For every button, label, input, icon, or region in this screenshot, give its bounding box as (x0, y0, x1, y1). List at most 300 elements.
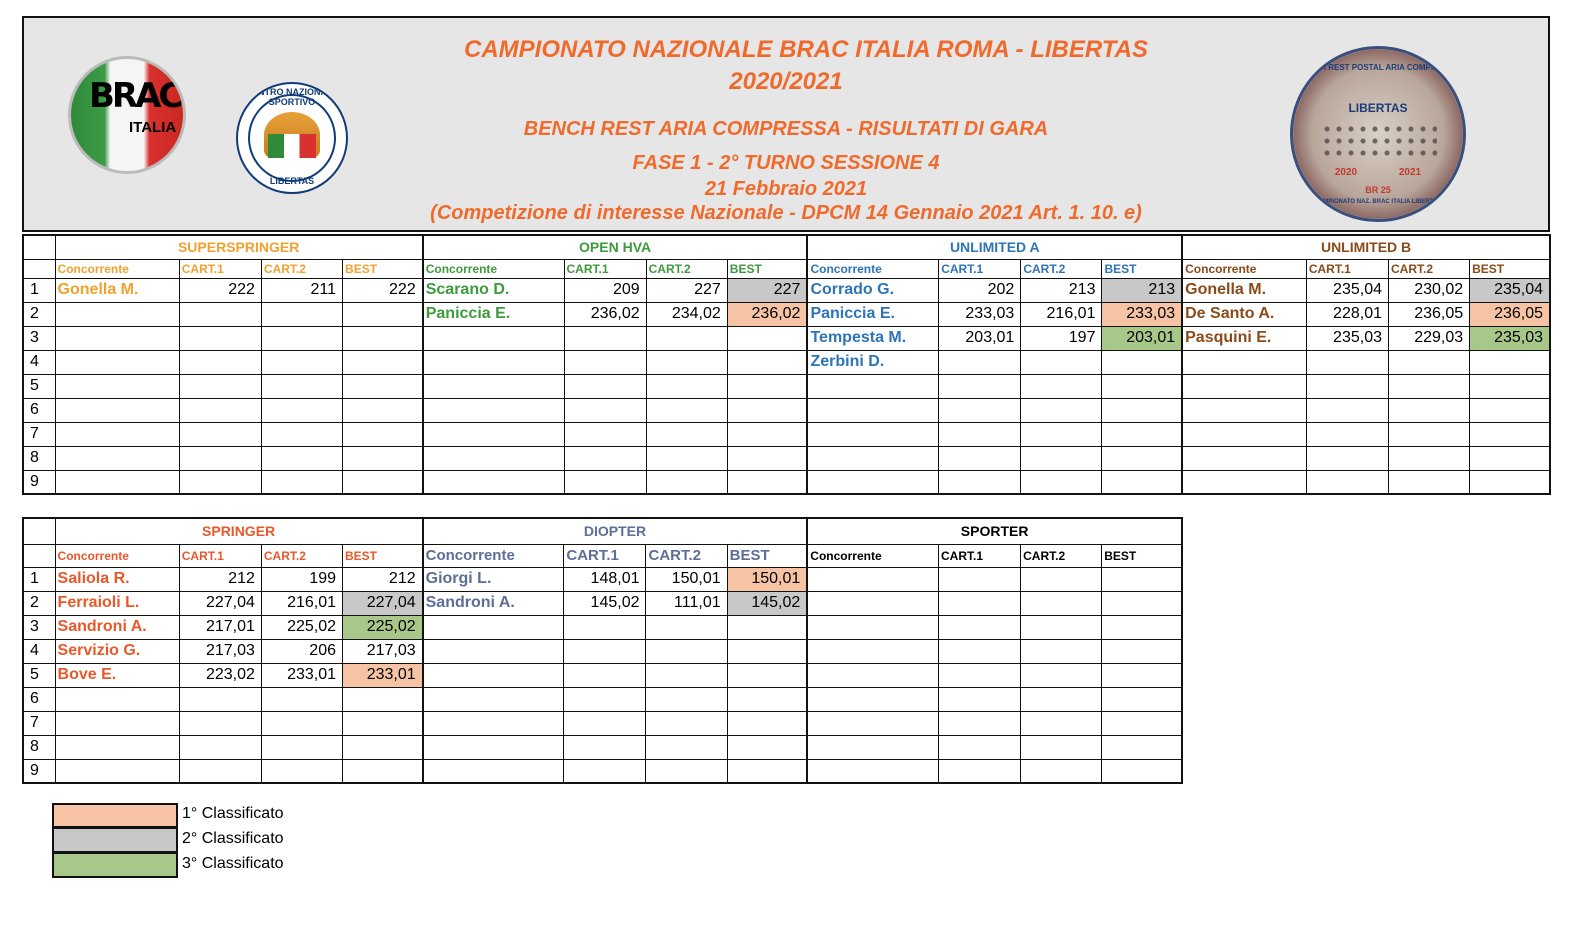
best-score (1102, 567, 1182, 591)
best-score (1102, 759, 1182, 783)
best-score (727, 470, 807, 494)
score-c1 (179, 711, 261, 735)
score-c1: 212 (179, 567, 261, 591)
column-header-c2: CART.2 (1388, 259, 1469, 278)
row-number: 3 (23, 615, 55, 639)
best-score (343, 446, 423, 470)
score-c2 (1021, 470, 1102, 494)
best-score (343, 398, 423, 422)
row-number: 9 (23, 759, 55, 783)
competitor-name (423, 350, 564, 374)
table-row (23, 446, 1550, 470)
table-row (23, 398, 1550, 422)
competitor-name: Zerbini D. (807, 350, 938, 374)
competitor-name (1182, 374, 1306, 398)
score-c1 (939, 711, 1021, 735)
best-score: 233,03 (1102, 302, 1182, 326)
score-c1: 235,03 (1306, 326, 1388, 350)
table-row (23, 350, 1550, 374)
category-title-diopter: DIOPTER (423, 518, 808, 544)
score-c2: 197 (1021, 326, 1102, 350)
category-title-superspringer: SUPERSPRINGER (55, 235, 423, 259)
column-header-c2: CART.2 (646, 544, 727, 567)
best-score (727, 326, 807, 350)
column-header-best: BEST (727, 259, 807, 278)
column-header-c1: CART.1 (179, 544, 261, 567)
best-score: 233,01 (343, 663, 423, 687)
legend-label: 2° Classificato (182, 830, 284, 847)
score-c2: 211 (261, 278, 342, 302)
competitor-name: Paniccia E. (423, 302, 564, 326)
table-row (23, 302, 1550, 326)
score-c1: 203,01 (939, 326, 1021, 350)
competitor-name (55, 422, 179, 446)
score-c1 (939, 470, 1021, 494)
competitor-name (55, 446, 179, 470)
best-score (1470, 374, 1550, 398)
row-number: 2 (23, 302, 55, 326)
competitor-name (807, 567, 938, 591)
best-score (1470, 470, 1550, 494)
score-c2 (261, 759, 342, 783)
best-score: 235,04 (1470, 278, 1550, 302)
best-score (727, 615, 807, 639)
score-c1 (1306, 398, 1388, 422)
score-c2 (1388, 374, 1469, 398)
score-c2 (646, 759, 727, 783)
competitor-name (807, 374, 938, 398)
competitor-name (55, 398, 179, 422)
index-header-cell (23, 544, 55, 567)
logo-badge: BR 25 (1365, 185, 1391, 195)
score-c1 (179, 759, 261, 783)
column-header-name: Concorrente (423, 544, 564, 567)
column-header-best: BEST (727, 544, 807, 567)
score-c1 (939, 687, 1021, 711)
score-c1 (179, 687, 261, 711)
score-c2 (1021, 350, 1102, 374)
brac-logo-text: ITALIA (129, 119, 177, 136)
category-title-open_hva: OPEN HVA (423, 235, 808, 259)
competitor-name (423, 759, 564, 783)
score-c1: 209 (564, 278, 646, 302)
results-table-top (22, 234, 1551, 495)
competitor-name: Sandroni A. (55, 615, 179, 639)
logo-year-right: 2021 (1398, 167, 1422, 178)
column-header-c2: CART.2 (646, 259, 727, 278)
score-c2 (261, 302, 342, 326)
score-c2 (1021, 687, 1102, 711)
category-title-sporter: SPORTER (807, 518, 1182, 544)
competitor-name: Gonella M. (1182, 278, 1306, 302)
table-row (23, 591, 1182, 615)
score-c1 (564, 398, 646, 422)
score-c2 (646, 470, 727, 494)
score-c2: 199 (261, 567, 342, 591)
column-header-name: Concorrente (807, 544, 938, 567)
best-score (1102, 591, 1182, 615)
row-number: 1 (23, 278, 55, 302)
score-c2 (646, 374, 727, 398)
score-c2 (646, 422, 727, 446)
legend-label: 3° Classificato (182, 855, 284, 872)
competitor-name: Saliola R. (55, 567, 179, 591)
score-c2 (646, 639, 727, 663)
score-c2 (261, 350, 342, 374)
score-c2: 111,01 (646, 591, 727, 615)
score-c2 (1021, 398, 1102, 422)
best-score (343, 350, 423, 374)
competitor-name (55, 470, 179, 494)
logo-top-text: BENCH REST POSTAL ARIA COMPRESSA (1297, 63, 1459, 72)
best-score (1470, 398, 1550, 422)
competitor-name: Servizio G. (55, 639, 179, 663)
score-c2 (261, 374, 342, 398)
best-score (343, 735, 423, 759)
competitor-name (807, 398, 938, 422)
score-c1 (939, 422, 1021, 446)
legend-swatch-third (52, 853, 178, 878)
score-c2 (1021, 663, 1102, 687)
table-row (23, 374, 1550, 398)
competitor-name: Bove E. (55, 663, 179, 687)
score-c1 (939, 350, 1021, 374)
score-c1: 227,04 (179, 591, 261, 615)
best-score: 217,03 (343, 639, 423, 663)
corner-cell (23, 235, 55, 259)
score-c1 (179, 470, 261, 494)
best-score (727, 422, 807, 446)
phase: FASE 1 - 2° TURNO SESSIONE 4 (632, 152, 940, 174)
score-c2 (646, 735, 727, 759)
best-score (1102, 350, 1182, 374)
column-header-best: BEST (1102, 544, 1182, 567)
column-header-c1: CART.1 (179, 259, 261, 278)
competitor-name (1182, 446, 1306, 470)
competitor-name (1182, 422, 1306, 446)
best-score (1470, 350, 1550, 374)
row-number: 9 (23, 470, 55, 494)
best-score (727, 639, 807, 663)
best-score (727, 350, 807, 374)
best-score (727, 687, 807, 711)
row-number: 5 (23, 663, 55, 687)
competitor-name (1182, 350, 1306, 374)
table-row (23, 735, 1182, 759)
column-header-c2: CART.2 (1021, 544, 1102, 567)
competitor-name (55, 711, 179, 735)
row-number: 1 (23, 567, 55, 591)
table-row (23, 639, 1182, 663)
score-c2 (1021, 422, 1102, 446)
column-header-c2: CART.2 (1021, 259, 1102, 278)
competitor-name (423, 398, 564, 422)
competitor-name (55, 374, 179, 398)
table-row (23, 711, 1182, 735)
competitor-name (423, 663, 564, 687)
score-c1 (939, 759, 1021, 783)
competitor-name (807, 446, 938, 470)
page-title: CAMPIONATO NAZIONALE BRAC ITALIA ROMA - LIBERTAS (464, 36, 1148, 63)
score-c1: 228,01 (1306, 302, 1388, 326)
column-header-best: BEST (1102, 259, 1182, 278)
competitor-name (423, 374, 564, 398)
score-c2 (1388, 446, 1469, 470)
score-c1 (179, 446, 261, 470)
score-c1 (564, 422, 646, 446)
logo-center-text: LIBERTAS (1348, 101, 1408, 115)
competitor-name (423, 470, 564, 494)
competitor-name: Scarano D. (423, 278, 564, 302)
score-c1: 148,01 (564, 567, 646, 591)
best-score (1102, 735, 1182, 759)
best-score (1470, 422, 1550, 446)
score-c2 (261, 687, 342, 711)
score-c1 (939, 735, 1021, 759)
score-c2 (646, 326, 727, 350)
column-header-c2: CART.2 (261, 259, 342, 278)
score-c1 (939, 567, 1021, 591)
column-header-c1: CART.1 (564, 259, 646, 278)
logo-arc-text: CENTRO NAZIONALE SPORTIVO (245, 87, 339, 107)
competitor-name (807, 639, 938, 663)
score-c1 (564, 735, 646, 759)
competitor-name: Corrado G. (807, 278, 938, 302)
score-c2 (1021, 591, 1102, 615)
competitor-name (807, 687, 938, 711)
table-row (23, 470, 1550, 494)
competitor-name (55, 687, 179, 711)
row-number: 3 (23, 326, 55, 350)
score-c2: 225,02 (261, 615, 342, 639)
logo-bottom-text: CAMPIONATO NAZ. BRAC ITALIA LIBERTAS (1314, 199, 1442, 205)
score-c2: 216,01 (1021, 302, 1102, 326)
score-c2: 229,03 (1388, 326, 1469, 350)
score-c2 (261, 711, 342, 735)
best-score: 222 (343, 278, 423, 302)
best-score (343, 422, 423, 446)
best-score (727, 374, 807, 398)
competitor-name (807, 470, 938, 494)
score-c1 (564, 711, 646, 735)
category-title-unlimited_a: UNLIMITED A (807, 235, 1182, 259)
score-c2 (646, 615, 727, 639)
best-score (1102, 374, 1182, 398)
best-score (727, 759, 807, 783)
legend-swatch-second (52, 828, 178, 853)
best-score: 236,05 (1470, 302, 1550, 326)
score-c2: 213 (1021, 278, 1102, 302)
brac-monogram: BRAC (89, 76, 181, 116)
competitor-name: De Santo A. (1182, 302, 1306, 326)
score-c2: 216,01 (261, 591, 342, 615)
logo-year-left: 2020 (1334, 167, 1358, 178)
score-c1 (1306, 374, 1388, 398)
competitor-name (55, 326, 179, 350)
event-date: 21 Febbraio 2021 (704, 178, 868, 200)
column-header-c1: CART.1 (1306, 259, 1388, 278)
best-score: 212 (343, 567, 423, 591)
competitor-name (807, 735, 938, 759)
competitor-name: Gonella M. (55, 278, 179, 302)
score-c1 (564, 663, 646, 687)
score-c2 (1021, 615, 1102, 639)
competitor-name: Giorgi L. (423, 567, 564, 591)
competitor-name: Pasquini E. (1182, 326, 1306, 350)
best-score (727, 711, 807, 735)
table-row (23, 422, 1550, 446)
category-header-row (23, 518, 1182, 544)
best-score: 203,01 (1102, 326, 1182, 350)
score-c1: 233,03 (939, 302, 1021, 326)
best-score (343, 759, 423, 783)
competitor-name (423, 639, 564, 663)
competitor-name (423, 735, 564, 759)
subtitle: BENCH REST ARIA COMPRESSA - RISULTATI DI GARA (523, 118, 1049, 140)
score-c1 (179, 302, 261, 326)
score-c1: 235,04 (1306, 278, 1388, 302)
table-row (23, 759, 1182, 783)
score-c1: 236,02 (564, 302, 646, 326)
competitor-name (423, 615, 564, 639)
event-note: (Competizione di interesse Nazionale - DPCM 14 Gennaio 2021 Art. 1. 10. e) (430, 202, 1142, 224)
score-c2 (1021, 374, 1102, 398)
score-c2: 233,01 (261, 663, 342, 687)
score-c1 (939, 639, 1021, 663)
best-score (343, 302, 423, 326)
score-c1 (939, 591, 1021, 615)
legend-label: 1° Classificato (182, 805, 284, 822)
column-header-c2: CART.2 (261, 544, 342, 567)
best-score: 227 (727, 278, 807, 302)
score-c1 (564, 687, 646, 711)
best-score (343, 470, 423, 494)
score-c1 (564, 639, 646, 663)
score-c1 (564, 374, 646, 398)
best-score (1102, 422, 1182, 446)
row-number: 6 (23, 687, 55, 711)
best-score (343, 326, 423, 350)
table-row (23, 567, 1182, 591)
season: 2020/2021 (729, 68, 843, 95)
column-header-best: BEST (343, 259, 423, 278)
competitor-name (807, 759, 938, 783)
score-c2: 150,01 (646, 567, 727, 591)
score-c1 (939, 615, 1021, 639)
best-score (343, 687, 423, 711)
score-c1: 145,02 (564, 591, 646, 615)
score-c2: 227 (646, 278, 727, 302)
best-score (1102, 470, 1182, 494)
best-score (1470, 446, 1550, 470)
score-c2 (261, 470, 342, 494)
row-number: 4 (23, 639, 55, 663)
score-c1 (564, 326, 646, 350)
competitor-name (1182, 470, 1306, 494)
column-header-c1: CART.1 (939, 544, 1021, 567)
score-c2 (646, 350, 727, 374)
column-header-c1: CART.1 (564, 544, 646, 567)
best-score: 145,02 (727, 591, 807, 615)
score-c2 (1388, 470, 1469, 494)
score-c1 (564, 446, 646, 470)
table-row (23, 687, 1182, 711)
best-score: 225,02 (343, 615, 423, 639)
score-c2 (1388, 422, 1469, 446)
best-score (1102, 711, 1182, 735)
score-c1: 222 (179, 278, 261, 302)
score-c2 (646, 711, 727, 735)
score-c2 (1021, 759, 1102, 783)
score-c1 (939, 398, 1021, 422)
competitor-name (55, 302, 179, 326)
score-c2 (261, 446, 342, 470)
competitor-name: Tempesta M. (807, 326, 938, 350)
competitor-name (423, 446, 564, 470)
column-header-row (23, 259, 1550, 278)
competitor-name (807, 591, 938, 615)
best-score (727, 735, 807, 759)
score-c1 (179, 374, 261, 398)
row-number: 4 (23, 350, 55, 374)
score-c2 (646, 663, 727, 687)
competitor-name (807, 615, 938, 639)
score-c2 (261, 326, 342, 350)
score-c2 (1388, 398, 1469, 422)
row-number: 8 (23, 446, 55, 470)
category-header-row (23, 235, 1550, 259)
score-c2 (646, 687, 727, 711)
category-title-springer: SPRINGER (55, 518, 423, 544)
score-c1 (1306, 470, 1388, 494)
column-header-best: BEST (343, 544, 423, 567)
legend-swatch-first (52, 803, 178, 828)
score-c2 (1021, 735, 1102, 759)
best-score (1102, 615, 1182, 639)
competitor-name (55, 759, 179, 783)
bench-rest-postal-logo (1290, 46, 1466, 222)
score-c1 (179, 735, 261, 759)
competitor-name (423, 326, 564, 350)
column-header-name: Concorrente (1182, 259, 1306, 278)
best-score: 227,04 (343, 591, 423, 615)
best-score (1102, 687, 1182, 711)
score-c2 (1021, 446, 1102, 470)
table-row (23, 615, 1182, 639)
score-c2 (1021, 711, 1102, 735)
column-header-name: Concorrente (807, 259, 938, 278)
corner-cell (23, 518, 55, 544)
best-score: 150,01 (727, 567, 807, 591)
competitor-name: Ferraioli L. (55, 591, 179, 615)
column-header-name: Concorrente (423, 259, 564, 278)
best-score (1102, 639, 1182, 663)
row-number: 5 (23, 374, 55, 398)
row-number: 6 (23, 398, 55, 422)
index-header-cell (23, 259, 55, 278)
table-row (23, 663, 1182, 687)
score-c1 (1306, 446, 1388, 470)
score-c1 (939, 374, 1021, 398)
score-c1 (564, 615, 646, 639)
competitor-name (807, 711, 938, 735)
row-number: 7 (23, 422, 55, 446)
best-score (727, 446, 807, 470)
best-score (1102, 663, 1182, 687)
competitor-name (423, 422, 564, 446)
score-c2 (1021, 567, 1102, 591)
competitor-name: Paniccia E. (807, 302, 938, 326)
